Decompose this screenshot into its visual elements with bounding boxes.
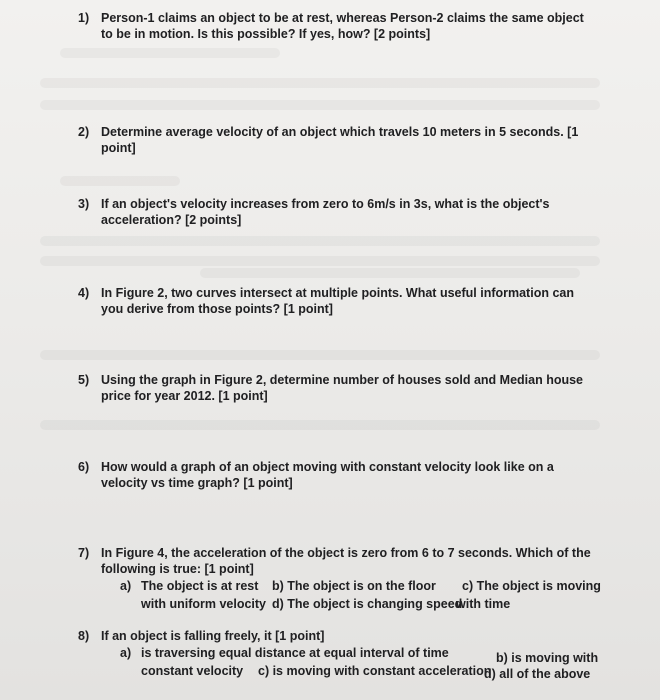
q7-option-c: c) The object is moving — [462, 579, 601, 593]
question-text: How would a graph of an object moving with constant velocity look like on a velocity vs time graph? [1 point] — [101, 460, 554, 490]
q8-option-c: c) is moving with constant acceleration — [258, 664, 492, 678]
q8-option-d: d) all of the above — [484, 667, 591, 681]
show-through-mark — [60, 176, 180, 186]
q7-option-a: The object is at rest — [141, 579, 259, 593]
question-5 — [78, 372, 598, 404]
question-7 — [78, 545, 598, 577]
question-text: Determine average velocity of an object which travels 10 meters in 5 seconds. [1 point] — [101, 125, 579, 155]
q8-option-a-continued: constant velocity — [141, 664, 244, 678]
q7-option-d: d) The object is changing speed — [272, 597, 463, 611]
question-text: If an object's velocity increases from zero to 6m/s in 3s, what is the object's acceleration? [2 points] — [101, 197, 550, 227]
question-1 — [78, 10, 598, 42]
question-number: 3) — [78, 197, 90, 211]
q7-option-b: b) The object is on the floor — [272, 579, 436, 593]
show-through-mark — [200, 268, 580, 278]
q8-option-a-label: a) — [120, 646, 132, 660]
question-6 — [78, 459, 598, 491]
question-8 — [78, 628, 598, 644]
q8-option-a: is traversing equal distance at equal interval of time — [141, 646, 449, 660]
question-4 — [78, 285, 598, 317]
question-3 — [78, 196, 598, 228]
question-number: 8) — [78, 629, 90, 643]
question-text: Person-1 claims an object to be at rest, whereas Person-2 claims the same object to be in motion. Is this possible? If yes, how? [2 points] — [101, 11, 584, 41]
show-through-mark — [40, 350, 600, 360]
show-through-mark — [40, 100, 600, 110]
question-number: 4) — [78, 286, 90, 300]
question-text: In Figure 2, two curves intersect at multiple points. What useful information can you derive from those points? [1 point] — [101, 286, 574, 316]
show-through-mark — [60, 48, 280, 58]
q7-option-a-continued: with uniform velocity — [141, 597, 267, 611]
question-text: In Figure 4, the acceleration of the object is zero from 6 to 7 seconds. Which of the following is true: [1 point] — [101, 546, 591, 576]
question-number: 7) — [78, 546, 90, 560]
question-2 — [78, 124, 598, 156]
q8-option-b: b) is moving with — [496, 651, 599, 665]
question-number: 2) — [78, 125, 90, 139]
show-through-mark — [40, 78, 600, 88]
question-number: 6) — [78, 460, 90, 474]
question-text: If an object is falling freely, it [1 point] — [101, 629, 325, 643]
question-number: 1) — [78, 11, 90, 25]
show-through-mark — [40, 256, 600, 266]
question-text: Using the graph in Figure 2, determine number of houses sold and Median house price for year 2012. [1 point] — [101, 373, 584, 403]
q7-option-a-label: a) — [120, 579, 132, 593]
show-through-mark — [40, 420, 600, 430]
show-through-mark — [40, 236, 600, 246]
question-number: 5) — [78, 373, 90, 387]
q7-option-c-continued: with time — [456, 597, 511, 611]
